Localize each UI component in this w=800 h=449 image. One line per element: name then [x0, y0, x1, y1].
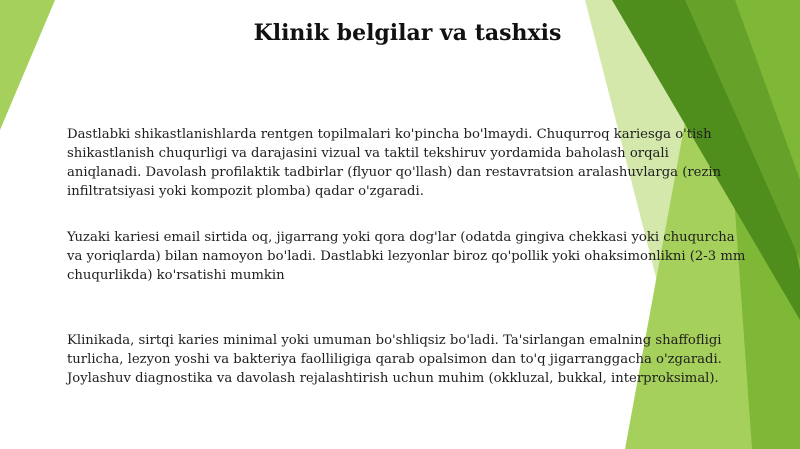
slide-title: Klinik belgilar va tashxis — [253, 20, 562, 46]
left-green-shape — [0, 0, 55, 130]
paragraph-3: Klinikada, sirtqi karies minimal yoki umuman bo'shliqsiz bo'ladi. Ta'sirlangan emalning shaffofligi turlicha, lezyon yoshi va bakteriya faolliligiga qarab opalsimon dan to'q jigarranggacha o'zgaradi. Joylashuv diagnostika va davolash rejalashtirish uchun muhim (okkluzal, bukkal, interproksimal). — [67, 333, 722, 386]
paragraph-1: Dastlabki shikastlanishlarda rentgen topilmalari ko'pincha bo'lmaydi. Chuqurroq kariesga o'tish shikastlanish chuqurligi va darajasini vizual va taktil tekshiruv yordamida baholash orqali aniqlanadi. Davolash profilaktik tadbirlar (flyuor qo'llash) dan restavratsion aralashuvlarga (rezin infiltratsiyasi yoki kompozit plomba) qadar o'zgaradi. — [67, 127, 722, 199]
paragraph-2: Yuzaki kariesi email sirtida oq, jigarrang yoki qora dog'lar (odatda gingiva chekkasi yoki chuqurcha va yoriqlarda) bilan namoyon bo'ladi. Dastlabki lezyonlar biroz qo'pollik yoki ohaksimonlikni (2-3 mm chuqurlikda) ko'rsatishi mumkin — [67, 230, 746, 283]
